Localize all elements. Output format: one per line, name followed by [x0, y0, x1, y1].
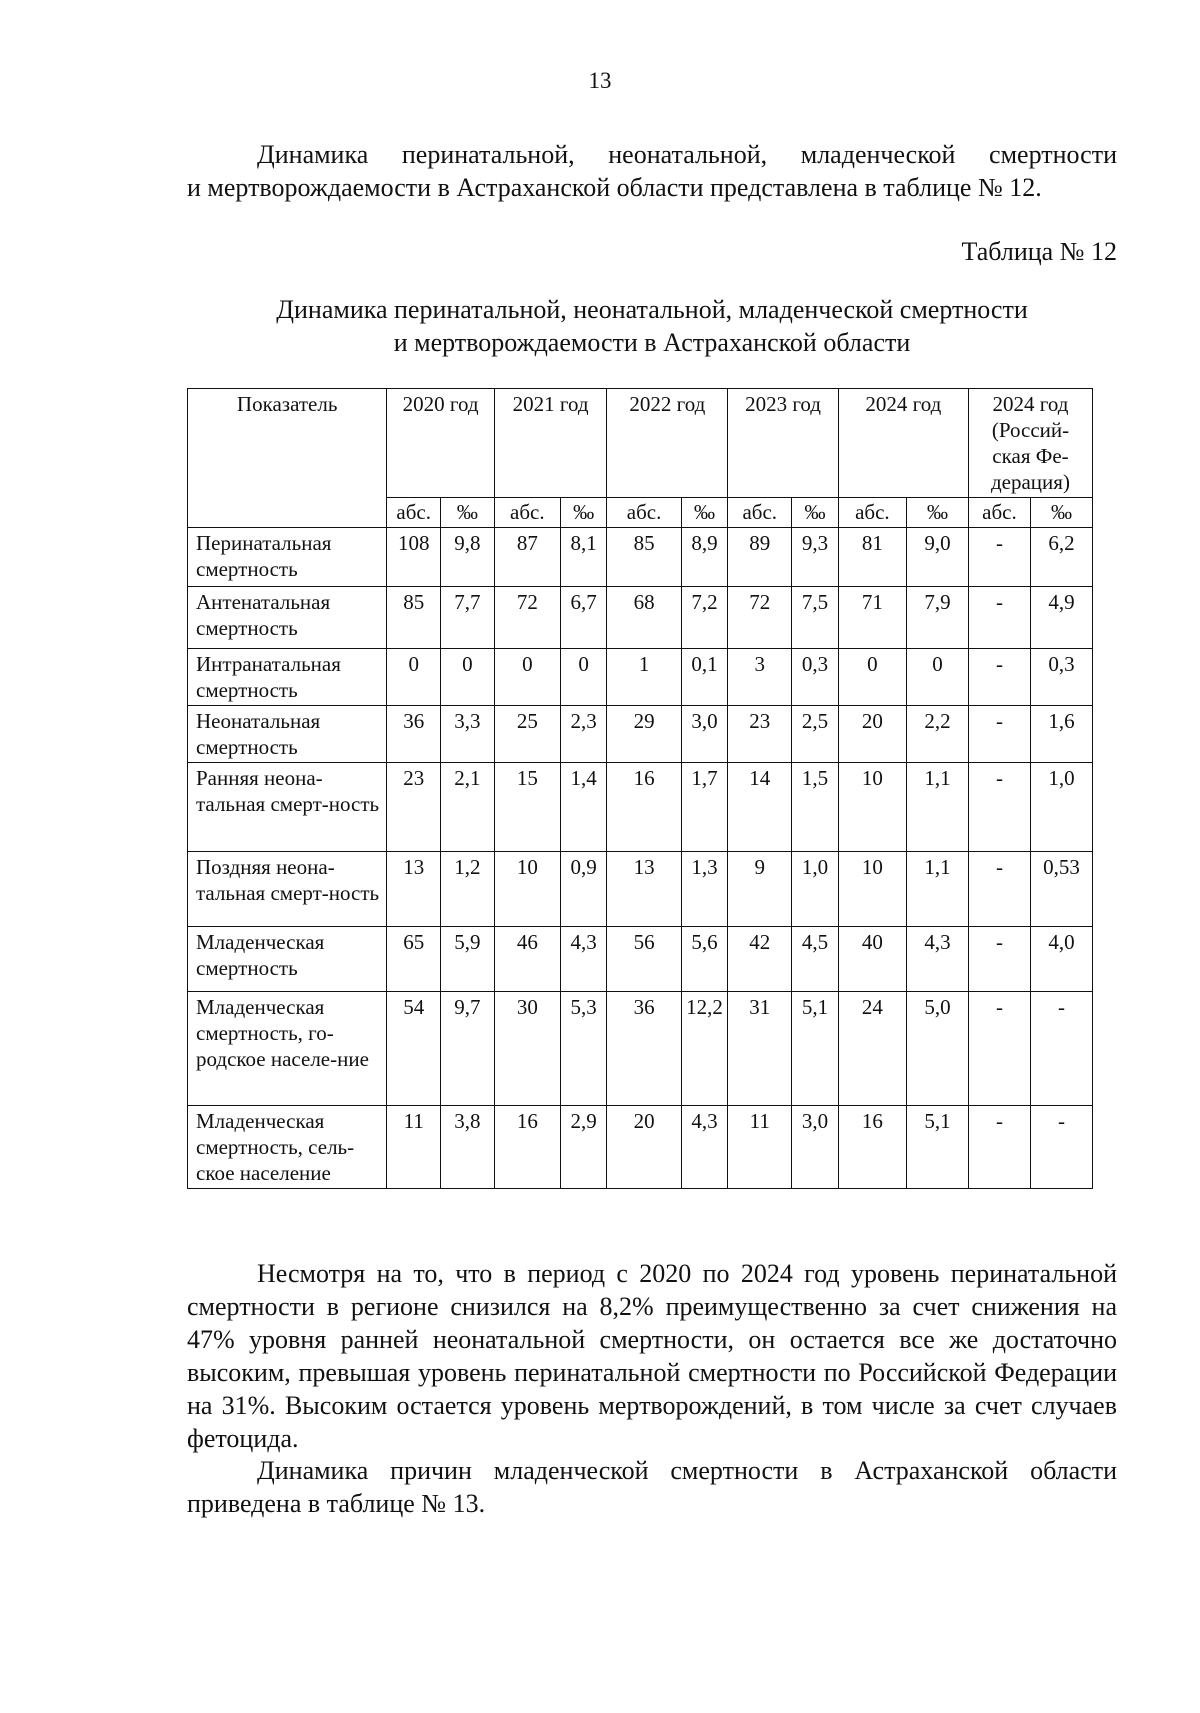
rate-value-cell: 1,1	[906, 852, 968, 927]
indicator-name: Поздняя неона-тальная смерт-ность	[188, 852, 387, 927]
table-title-line-2: и мертворождаемости в Астраханской области	[393, 328, 911, 357]
abs-value-cell: 87	[494, 528, 560, 587]
rate-value-cell: 2,9	[560, 1106, 607, 1189]
abs-value-cell: 108	[387, 528, 441, 587]
rate-value-cell: 1,1	[906, 763, 968, 852]
unit-abs-header: абс.	[968, 498, 1030, 528]
abs-value-cell: 31	[728, 992, 792, 1106]
abs-value-cell: 89	[728, 528, 792, 587]
rate-value-cell: 2,3	[560, 706, 607, 763]
abs-value-cell: 68	[607, 587, 681, 649]
rate-value-cell: 6,7	[560, 587, 607, 649]
rate-value-cell: 4,5	[792, 927, 839, 992]
abs-value-cell: 23	[387, 763, 441, 852]
abs-value-cell: -	[968, 587, 1030, 649]
indicator-name: Младенческая смертность	[188, 927, 387, 992]
rate-value-cell: 7,7	[441, 587, 495, 649]
unit-rate-header: ‰	[1030, 498, 1092, 528]
abs-value-cell: 54	[387, 992, 441, 1106]
rate-value-cell: 3,0	[681, 706, 728, 763]
abs-value-cell: 13	[607, 852, 681, 927]
table-title-line-1: Динамика перинатальной, неонатальной, младенческой смертности	[276, 295, 1028, 324]
abs-value-cell: 56	[607, 927, 681, 992]
rate-value-cell: 0,3	[1030, 649, 1092, 706]
rate-value-cell: 4,9	[1030, 587, 1092, 649]
abs-value-cell: 24	[838, 992, 906, 1106]
rate-value-cell: 5,0	[906, 992, 968, 1106]
abs-value-cell: 1	[607, 649, 681, 706]
abs-value-cell: 3	[728, 649, 792, 706]
abs-value-cell: 46	[494, 927, 560, 992]
rate-value-cell: 1,6	[1030, 706, 1092, 763]
rate-value-cell: 9,7	[441, 992, 495, 1106]
rate-value-cell: 7,5	[792, 587, 839, 649]
abs-value-cell: 16	[838, 1106, 906, 1189]
rate-value-cell: 4,3	[906, 927, 968, 992]
abs-value-cell: 72	[728, 587, 792, 649]
abs-value-cell: 20	[838, 706, 906, 763]
rate-value-cell: 2,1	[441, 763, 495, 852]
rate-value-cell: 9,8	[441, 528, 495, 587]
abs-value-cell: 36	[387, 706, 441, 763]
rate-value-cell: 4,0	[1030, 927, 1092, 992]
rate-value-cell: 1,0	[792, 852, 839, 927]
rate-value-cell: 5,1	[792, 992, 839, 1106]
unit-rate-header: ‰	[681, 498, 728, 528]
abs-value-cell: -	[968, 992, 1030, 1106]
table-row	[188, 649, 1093, 706]
rate-value-cell: 1,2	[441, 852, 495, 927]
rate-value-cell: 8,1	[560, 528, 607, 587]
rate-value-cell: 5,3	[560, 992, 607, 1106]
rate-value-cell: 8,9	[681, 528, 728, 587]
table-title	[187, 293, 1117, 359]
abs-value-cell: 16	[607, 763, 681, 852]
year-header-2020: 2020 год	[387, 389, 494, 498]
abs-value-cell: 20	[607, 1106, 681, 1189]
rate-value-cell: 1,4	[560, 763, 607, 852]
unit-rate-header: ‰	[906, 498, 968, 528]
unit-rate-header: ‰	[441, 498, 495, 528]
table-row	[188, 587, 1093, 649]
abs-value-cell: 10	[838, 852, 906, 927]
rate-value-cell: 4,3	[681, 1106, 728, 1189]
abs-value-cell: 71	[838, 587, 906, 649]
abs-value-cell: 11	[728, 1106, 792, 1189]
rate-value-cell: 0,3	[792, 649, 839, 706]
abs-value-cell: -	[968, 649, 1030, 706]
abs-value-cell: 23	[728, 706, 792, 763]
rate-value-cell: 0,53	[1030, 852, 1092, 927]
rate-value-cell: 1,5	[792, 763, 839, 852]
abs-value-cell: 85	[387, 587, 441, 649]
abs-value-cell: 72	[494, 587, 560, 649]
indicator-header: Показатель	[188, 389, 387, 528]
mortality-table	[187, 388, 1093, 1189]
rate-value-cell: 2,2	[906, 706, 968, 763]
rate-value-cell: 3,0	[792, 1106, 839, 1189]
indicator-name: Неонатальная смертность	[188, 706, 387, 763]
unit-abs-header: абс.	[494, 498, 560, 528]
abs-value-cell: 0	[838, 649, 906, 706]
rate-value-cell: 0	[906, 649, 968, 706]
intro-line-1: Динамика перинатальной, неонатальной, младенческой смертности	[257, 140, 1117, 169]
rate-value-cell: -	[1030, 1106, 1092, 1189]
rate-value-cell: 0	[441, 649, 495, 706]
abs-value-cell: 65	[387, 927, 441, 992]
rate-value-cell: 3,8	[441, 1106, 495, 1189]
intro-line-2: и мертворождаемости в Астраханской области представлена в таблице № 12.	[187, 173, 1042, 202]
table-row	[188, 706, 1093, 763]
abs-value-cell: -	[968, 706, 1030, 763]
table-row	[188, 852, 1093, 927]
year-header-2022: 2022 год	[607, 389, 728, 498]
unit-abs-header: абс.	[387, 498, 441, 528]
rate-value-cell: 9,3	[792, 528, 839, 587]
unit-abs-header: абс.	[838, 498, 906, 528]
indicator-name: Интранатальная смертность	[188, 649, 387, 706]
reference-paragraph: Динамика причин младенческой смертности в Астраханской области приведена в таблице № 13.	[187, 1456, 1117, 1518]
rate-value-cell: 1,0	[1030, 763, 1092, 852]
abs-value-cell: 0	[494, 649, 560, 706]
year-header-2023: 2023 год	[728, 389, 839, 498]
rate-value-cell: 6,2	[1030, 528, 1092, 587]
rate-value-cell: 0	[560, 649, 607, 706]
abs-value-cell: 16	[494, 1106, 560, 1189]
rate-value-cell: 1,7	[681, 763, 728, 852]
abs-value-cell: 13	[387, 852, 441, 927]
rate-value-cell: 0,1	[681, 649, 728, 706]
abs-value-cell: 40	[838, 927, 906, 992]
abs-value-cell: 30	[494, 992, 560, 1106]
abs-value-cell: 29	[607, 706, 681, 763]
abs-value-cell: -	[968, 927, 1030, 992]
abs-value-cell: 85	[607, 528, 681, 587]
indicator-name: Перинатальная смертность	[188, 528, 387, 587]
rate-value-cell: 2,5	[792, 706, 839, 763]
abs-value-cell: 36	[607, 992, 681, 1106]
rate-value-cell: 9,0	[906, 528, 968, 587]
table-row	[188, 763, 1093, 852]
abs-value-cell: -	[968, 763, 1030, 852]
table-row	[188, 528, 1093, 587]
unit-rate-header: ‰	[560, 498, 607, 528]
intro-paragraph	[187, 138, 1117, 204]
rate-value-cell: 1,3	[681, 852, 728, 927]
rate-value-cell: 5,9	[441, 927, 495, 992]
rate-value-cell: 0,9	[560, 852, 607, 927]
abs-value-cell: 81	[838, 528, 906, 587]
rate-value-cell: 5,6	[681, 927, 728, 992]
rate-value-cell: 7,2	[681, 587, 728, 649]
abs-value-cell: 25	[494, 706, 560, 763]
abs-value-cell: 14	[728, 763, 792, 852]
abs-value-cell: -	[968, 852, 1030, 927]
indicator-name: Младенческая смертность, сель-ское население	[188, 1106, 387, 1189]
table-row	[188, 1106, 1093, 1189]
abs-value-cell: 10	[838, 763, 906, 852]
unit-rate-header: ‰	[792, 498, 839, 528]
table-header	[188, 389, 1093, 528]
rate-value-cell: 4,3	[560, 927, 607, 992]
abs-value-cell: -	[968, 1106, 1030, 1189]
table-body	[188, 528, 1093, 1189]
indicator-name: Младенческая смертность, го-родское населе-ние	[188, 992, 387, 1106]
rate-value-cell: 7,9	[906, 587, 968, 649]
rate-value-cell: 3,3	[441, 706, 495, 763]
unit-abs-header: абс.	[728, 498, 792, 528]
indicator-name: Антенатальная смертность	[188, 587, 387, 649]
abs-value-cell: 11	[387, 1106, 441, 1189]
unit-abs-header: абс.	[607, 498, 681, 528]
table-row	[188, 927, 1093, 992]
table-label: Таблица № 12	[961, 237, 1117, 266]
abs-value-cell: -	[968, 528, 1030, 587]
rate-value-cell: 5,1	[906, 1106, 968, 1189]
rate-value-cell: 12,2	[681, 992, 728, 1106]
year-header-2024-rf: 2024 год (Россий-ская Фе-дерация)	[968, 389, 1092, 498]
abs-value-cell: 9	[728, 852, 792, 927]
indicator-name: Ранняя неона-тальная смерт-ность	[188, 763, 387, 852]
abs-value-cell: 42	[728, 927, 792, 992]
year-header-2021: 2021 год	[494, 389, 607, 498]
abs-value-cell: 15	[494, 763, 560, 852]
abs-value-cell: 10	[494, 852, 560, 927]
page-number: 13	[588, 68, 612, 93]
rate-value-cell: -	[1030, 992, 1092, 1106]
abs-value-cell: 0	[387, 649, 441, 706]
table-row	[188, 992, 1093, 1106]
analysis-paragraph: Несмотря на то, что в период с 2020 по 2024 год уровень перинатальной смертности в регионе снизился на 8,2% преимущественно за счет снижения на 47% уровня ранней неонатальной смертности, он остается все же достаточно высоким, превышая уровень перинатальной смертности по Российской Федерации на 31%. Высоким остается уровень мертворождений, в том числе за счет случаев фетоцида.	[187, 1259, 1117, 1453]
year-header-2024: 2024 год	[838, 389, 968, 498]
